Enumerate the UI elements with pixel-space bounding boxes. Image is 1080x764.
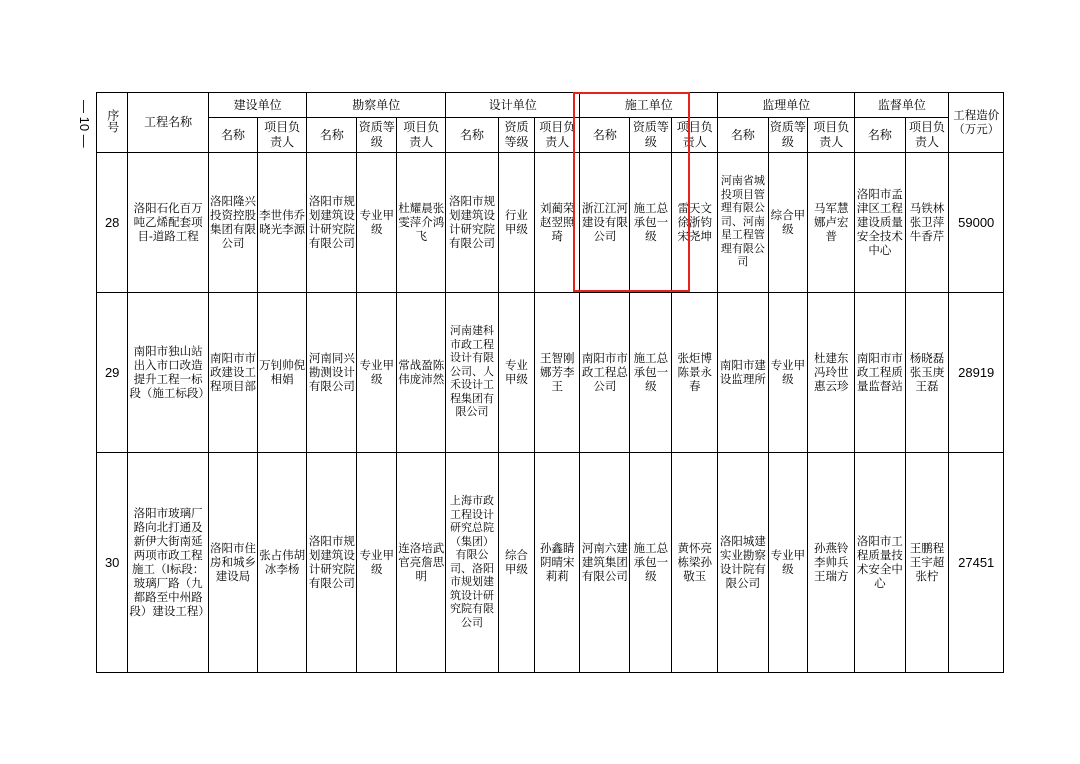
subheader-design-name: 名称 — [446, 118, 498, 153]
cell-survey-unit: 洛阳市规划建筑设计研究院有限公司 — [307, 153, 357, 293]
subheader-design-grade: 资质等级 — [498, 118, 535, 153]
cell-construction-manager: 李世伟乔晓光李源 — [258, 153, 307, 293]
cell-supervise-manager: 杜建东冯玲世惠云珍 — [808, 293, 855, 453]
cell-inspect-manager: 马铁林张卫萍牛香芹 — [905, 153, 949, 293]
cell-build-manager: 雷天文徐浙钧宋尧坤 — [672, 153, 718, 293]
header-build-unit: 施工单位 — [580, 93, 718, 118]
cell-supervise-unit: 河南省城投项目管理有限公司、河南星工程管理有限公司 — [718, 153, 768, 293]
cell-survey-unit: 洛阳市规划建筑设计研究院有限公司 — [307, 453, 357, 673]
subheader-build-name: 名称 — [580, 118, 630, 153]
cell-build-grade: 施工总承包一级 — [630, 153, 672, 293]
cell-construction-unit: 南阳市市政建设工程项目部 — [208, 293, 257, 453]
cell-no: 28 — [97, 153, 128, 293]
cell-project-name: 洛阳市玻璃厂路向北打通及新伊大街南延两项市政工程施工（I标段：玻璃厂路（九都路至中州路段）建设工程） — [128, 453, 209, 673]
cell-inspect-unit: 南阳市市政工程质量监督站 — [855, 293, 905, 453]
project-table — [96, 92, 1004, 673]
cell-inspect-manager: 杨晓磊张玉庚王磊 — [905, 293, 949, 453]
subheader-construction-name: 名称 — [208, 118, 257, 153]
cell-survey-manager: 杜耀晨张雯萍介鸿飞 — [397, 153, 446, 293]
cell-price: 59000 — [949, 153, 1004, 293]
cell-price: 27451 — [949, 453, 1004, 673]
cell-design-unit: 河南建科市政工程设计有限公司、人禾设计工程集团有限公司 — [446, 293, 498, 453]
cell-survey-grade: 专业甲级 — [357, 293, 397, 453]
cell-inspect-manager: 王鹏程王宇超张柠 — [905, 453, 949, 673]
subheader-supervise-grade: 资质等级 — [768, 118, 808, 153]
header-supervise-unit: 监理单位 — [718, 93, 855, 118]
cell-supervise-grade: 综合甲级 — [768, 153, 808, 293]
cell-build-unit: 浙江江河建设有限公司 — [580, 153, 630, 293]
table-row — [97, 293, 1004, 453]
cell-build-manager: 张炬博陈景永春 — [672, 293, 718, 453]
cell-build-manager: 黄怀亮栋梁孙敬玉 — [672, 453, 718, 673]
cell-design-unit: 洛阳市规划建筑设计研究院有限公司 — [446, 153, 498, 293]
cell-no: 30 — [97, 453, 128, 673]
cell-design-grade: 综合甲级 — [498, 453, 535, 673]
cell-construction-unit: 洛阳隆兴投资控股集团有限公司 — [208, 153, 257, 293]
page-number-marker: — 10 — — [77, 100, 92, 148]
cell-construction-manager: 张占伟胡冰李杨 — [258, 453, 307, 673]
cell-survey-grade: 专业甲级 — [357, 453, 397, 673]
cell-survey-unit: 河南同兴勘测设计有限公司 — [307, 293, 357, 453]
subheader-survey-grade: 资质等级 — [357, 118, 397, 153]
subheader-construction-manager: 项目负责人 — [258, 118, 307, 153]
header-project-name: 工程名称 — [128, 93, 209, 153]
header-design-unit: 设计单位 — [446, 93, 580, 118]
subheader-build-grade: 资质等级 — [630, 118, 672, 153]
cell-design-manager: 孙鑫睛阴晴宋莉莉 — [535, 453, 580, 673]
cell-construction-manager: 万钊帅倪相娟 — [258, 293, 307, 453]
header-survey-unit: 勘察单位 — [307, 93, 446, 118]
cell-survey-grade: 专业甲级 — [357, 153, 397, 293]
cell-supervise-unit: 洛阳城建实业勘察设计院有限公司 — [718, 453, 768, 673]
subheader-inspect-manager: 项目负责人 — [905, 118, 949, 153]
table-row — [97, 453, 1004, 673]
table-header-row-group — [97, 93, 1004, 118]
header-inspect-unit: 监督单位 — [855, 93, 949, 118]
cell-supervise-unit: 南阳市建设监理所 — [718, 293, 768, 453]
subheader-supervise-manager: 项目负责人 — [808, 118, 855, 153]
subheader-survey-manager: 项目负责人 — [397, 118, 446, 153]
header-price: 工程造价（万元） — [949, 93, 1004, 153]
cell-supervise-grade: 专业甲级 — [768, 293, 808, 453]
subheader-survey-name: 名称 — [307, 118, 357, 153]
cell-survey-manager: 常战盈陈伟庞沛然 — [397, 293, 446, 453]
cell-supervise-manager: 马军慧娜卢宏普 — [808, 153, 855, 293]
cell-design-manager: 王智刚娜芳李王 — [535, 293, 580, 453]
cell-supervise-grade: 专业甲级 — [768, 453, 808, 673]
cell-design-grade: 行业甲级 — [498, 153, 535, 293]
cell-design-manager: 刘蔺荣赵翌照琦 — [535, 153, 580, 293]
subheader-design-manager: 项目负责人 — [535, 118, 580, 153]
cell-no: 29 — [97, 293, 128, 453]
cell-inspect-unit: 洛阳市孟津区工程建设质量安全技术中心 — [855, 153, 905, 293]
cell-build-grade: 施工总承包一级 — [630, 293, 672, 453]
header-no: 序号 — [97, 93, 128, 153]
table-header-row-sub — [97, 118, 1004, 153]
cell-build-unit: 南阳市市政工程总公司 — [580, 293, 630, 453]
subheader-build-manager: 项目负责人 — [672, 118, 718, 153]
cell-project-name: 洛阳石化百万吨乙烯配套项目-道路工程 — [128, 153, 209, 293]
cell-project-name: 南阳市独山站出入市口改造提升工程一标段（施工标段） — [128, 293, 209, 453]
header-construction-unit: 建设单位 — [208, 93, 306, 118]
cell-design-unit: 上海市政工程设计研究总院（集团）有限公司、洛阳市规划建筑设计研究院有限公司 — [446, 453, 498, 673]
subheader-supervise-name: 名称 — [718, 118, 768, 153]
subheader-inspect-name: 名称 — [855, 118, 905, 153]
cell-build-grade: 施工总承包一级 — [630, 453, 672, 673]
cell-supervise-manager: 孙燕铃李帅兵王瑞方 — [808, 453, 855, 673]
project-table-container — [96, 92, 1004, 673]
cell-construction-unit: 洛阳市住房和城乡建设局 — [208, 453, 257, 673]
cell-survey-manager: 连洛培武官亮詹思明 — [397, 453, 446, 673]
cell-build-unit: 河南六建建筑集团有限公司 — [580, 453, 630, 673]
table-row — [97, 153, 1004, 293]
cell-inspect-unit: 洛阳市工程质量技术安全中心 — [855, 453, 905, 673]
cell-design-grade: 专业甲级 — [498, 293, 535, 453]
cell-price: 28919 — [949, 293, 1004, 453]
